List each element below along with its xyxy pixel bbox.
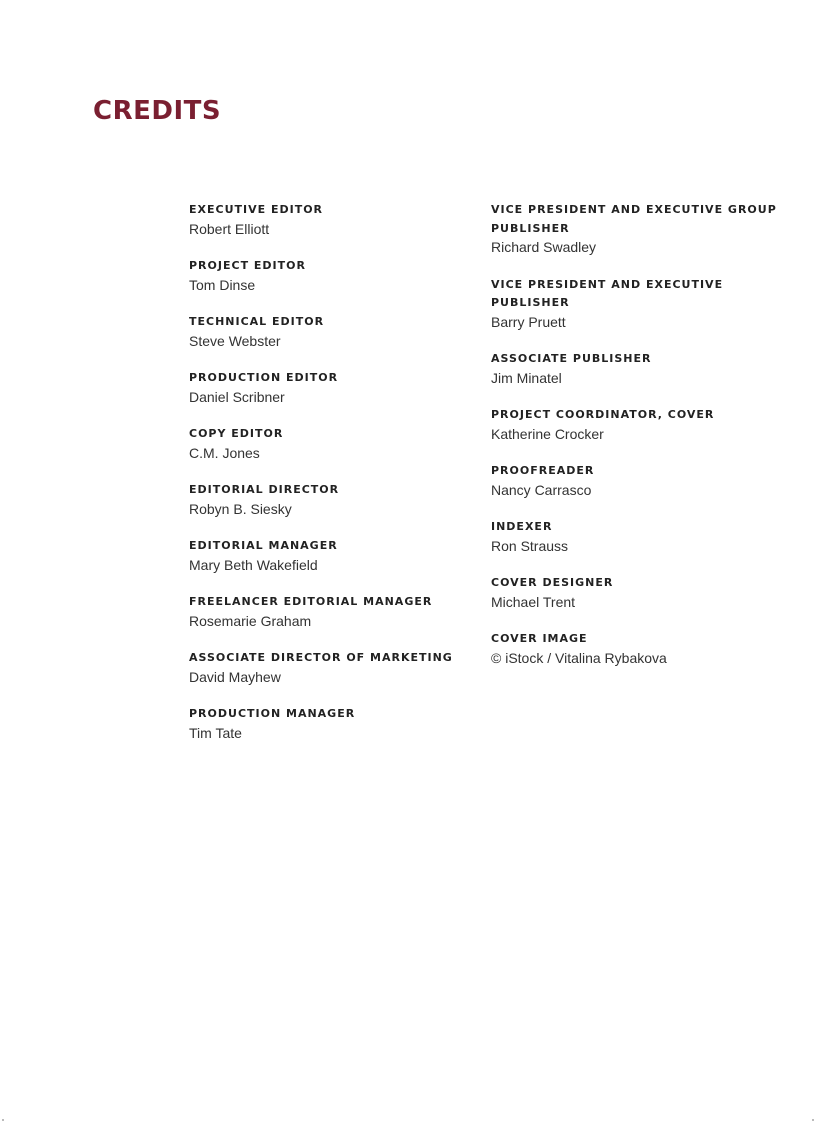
credit-role: COVER IMAGE [491,632,588,645]
credit-role: VICE PRESIDENT AND EXECUTIVE PUBLISHER [491,277,724,309]
credit-name: Michael Trent [491,593,576,610]
credit-name: Mary Beth Wakefield [189,556,318,573]
credit-name: Jim Minatel [491,369,562,386]
credit-role: PROOFREADER [491,464,595,477]
credit-role: PROJECT COORDINATOR, COVER [491,408,715,421]
corner-mark-right [812,1119,814,1121]
corner-mark-left [2,1119,4,1121]
credit-entry [491,574,781,611]
credit-entry [189,705,479,742]
credit-entry [189,313,479,350]
credit-entry [189,201,479,238]
credit-name: Katherine Crocker [491,425,604,442]
credit-entry [189,425,479,462]
credit-role: FREELANCER EDITORIAL MANAGER [189,595,433,608]
credit-name: Robert Elliott [189,220,270,237]
credit-name: Tim Tate [189,724,242,741]
credit-role: EDITORIAL DIRECTOR [189,483,340,496]
credit-role: PRODUCTION EDITOR [189,371,339,384]
credit-role: EDITORIAL MANAGER [189,539,338,552]
credit-name: Rosemarie Graham [189,612,312,629]
credit-entry [491,350,781,387]
credit-role: COVER DESIGNER [491,576,614,589]
credits-right-column [491,201,781,686]
credit-entry [189,537,479,574]
credit-entry [491,518,781,555]
credit-entry [491,201,781,257]
credit-name: Nancy Carrasco [491,481,592,498]
credit-name: Ron Strauss [491,537,569,554]
credit-role: ASSOCIATE DIRECTOR OF MARKETING [189,651,453,664]
credit-name: © iStock / Vitalina Rybakova [491,649,667,666]
credit-role: PROJECT EDITOR [189,259,306,272]
credit-entry [491,276,781,332]
credit-name: C.M. Jones [189,444,260,461]
credit-entry [491,406,781,443]
credit-entry [491,462,781,499]
credit-role: VICE PRESIDENT AND EXECUTIVE GROUP PUBLISHER [491,203,777,235]
credit-entry [189,593,479,630]
credit-entry [189,257,479,294]
credit-role: COPY EDITOR [189,427,284,440]
credit-name: Richard Swadley [491,239,597,255]
credit-entry [189,649,479,686]
credits-left-column [189,201,479,761]
credit-name: Steve Webster [189,332,281,349]
credit-role: INDEXER [491,520,553,533]
credit-name: Robyn B. Siesky [189,500,292,517]
credit-name: David Mayhew [189,668,281,685]
credit-entry [189,369,479,406]
credit-entry [491,630,781,667]
credit-role: PRODUCTION MANAGER [189,707,356,720]
credit-name: Tom Dinse [189,276,256,293]
credit-entry [189,481,479,518]
credit-role: TECHNICAL EDITOR [189,315,325,328]
credit-name: Daniel Scribner [189,388,285,405]
page-title: CREDITS [93,96,222,126]
credit-role: ASSOCIATE PUBLISHER [491,352,652,365]
credit-name: Barry Pruett [491,313,566,330]
credit-role: EXECUTIVE EDITOR [189,203,324,216]
